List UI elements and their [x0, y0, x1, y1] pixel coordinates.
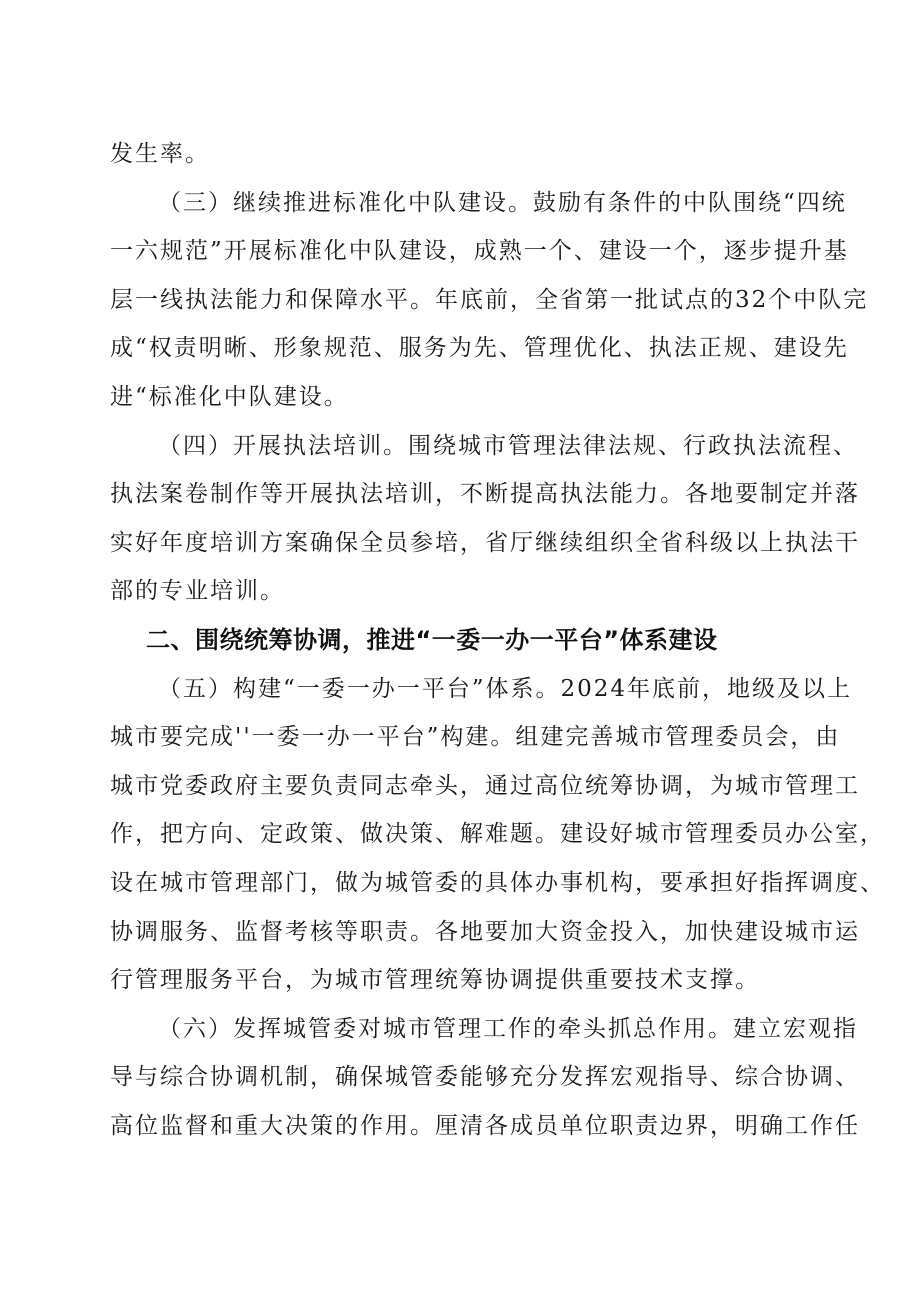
- text-line: 城市要完成''一委一办一平台”构建。组建完善城市管理委员会，由: [110, 724, 841, 751]
- text-line: 协调服务、监督考核等职责。各地要加大资金投入，加快建设城市运: [110, 918, 860, 945]
- text-line: 高位监督和重大决策的作用。厘清各成员单位职责边界，明确工作任: [110, 1112, 860, 1139]
- text-line: 行管理服务平台，为城市管理统筹协调提供重要技术支撑。: [110, 967, 760, 994]
- section-heading: 二、围绕统筹协调，推进“一委一办一平台”体系建设: [146, 625, 718, 654]
- text-line: 一六规范”开展标准化中队建设，成熟一个、建设一个，逐步提升基: [110, 238, 849, 265]
- text-line: 层一线执法能力和保障水平。年底前，全省第一批试点的32个中队完: [110, 286, 869, 313]
- paragraph-start-line: （五）构建“一委一办一平台”体系。2024年底前，地级及以上: [158, 675, 853, 702]
- paragraph-start-line: （四）开展执法培训。围绕城市管理法律法规、行政执法流程、: [158, 432, 858, 459]
- paragraph-start-line: （三）继续推进标准化中队建设。鼓励有条件的中队围绕“四统: [158, 189, 847, 216]
- document-body: [110, 130, 885, 1150]
- text-line: 进“标准化中队建设。: [110, 383, 349, 410]
- text-line: 部的专业培训。: [110, 578, 285, 605]
- text-line: 导与综合协调机制，确保城管委能够充分发挥宏观指导、综合协调、: [110, 1064, 860, 1091]
- text-line: 发生率。: [110, 141, 210, 167]
- text-line: 执法案卷制作等开展执法培训，不断提高执法能力。各地要制定并落: [110, 481, 860, 508]
- paragraph-start-line: （六）发挥城管委对城市管理工作的牵头抓总作用。建立宏观指: [158, 1015, 858, 1042]
- text-line: 设在城市管理部门，做为城管委的具体办事机构，要承担好指挥调度、: [110, 869, 885, 896]
- text-line: 成“权责明晰、形象规范、服务为先、管理优化、执法正规、建设先: [110, 335, 849, 362]
- text-line: 作，把方向、定政策、做决策、解难题。建设好城市管理委员办公室，: [110, 821, 885, 848]
- text-line: 城市党委政府主要负责同志牵头，通过高位统筹协调，为城市管理工: [110, 772, 860, 799]
- text-line: 实好年度培训方案确保全员参培，省厅继续组织全省科级以上执法干: [110, 529, 860, 556]
